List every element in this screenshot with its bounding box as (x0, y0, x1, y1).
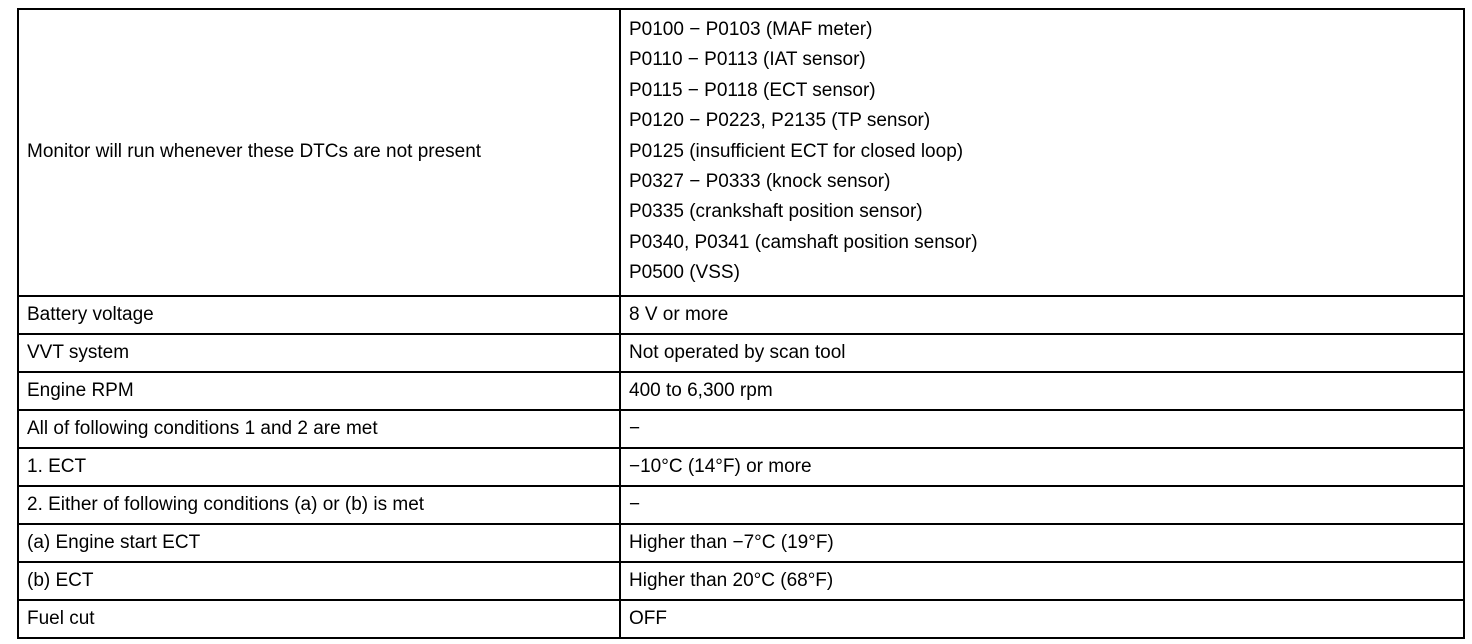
dtc-item: P0110 − P0113 (IAT sensor) (629, 49, 866, 71)
condition-value: Not operated by scan tool (620, 334, 1464, 372)
table-row-dtc-list (18, 9, 1464, 296)
condition-label: (a) Engine start ECT (18, 524, 620, 562)
condition-label: Battery voltage (18, 296, 620, 334)
dtc-item: P0115 − P0118 (ECT sensor) (629, 79, 876, 101)
dtc-item: P0500 (VSS) (629, 262, 740, 284)
table-row (18, 524, 1464, 562)
condition-value: − (620, 486, 1464, 524)
table-row (18, 562, 1464, 600)
dtc-item: P0335 (crankshaft position sensor) (629, 201, 923, 223)
table-row (18, 486, 1464, 524)
dtc-item: P0100 − P0103 (MAF meter) (629, 19, 873, 40)
condition-label: VVT system (18, 334, 620, 372)
dtc-item: P0327 − P0333 (knock sensor) (629, 170, 891, 192)
table-row (18, 448, 1464, 486)
table-row (18, 600, 1464, 638)
condition-value: OFF (620, 600, 1464, 638)
condition-label: 2. Either of following conditions (a) or (b) is met (18, 486, 620, 524)
condition-value: − (620, 410, 1464, 448)
condition-value: 400 to 6,300 rpm (620, 372, 1464, 410)
dtc-item: P0125 (insufficient ECT for closed loop) (629, 140, 964, 162)
condition-label: Monitor will run whenever these DTCs are not present (18, 9, 620, 296)
condition-value: 8 V or more (620, 296, 1464, 334)
condition-label: (b) ECT (18, 562, 620, 600)
condition-value: Higher than 20°C (68°F) (620, 562, 1464, 600)
table-row (18, 372, 1464, 410)
table-row (18, 410, 1464, 448)
dtc-item: P0340, P0341 (camshaft position sensor) (629, 231, 978, 253)
table-row (18, 296, 1464, 334)
condition-label: Engine RPM (18, 372, 620, 410)
condition-label: All of following conditions 1 and 2 are met (18, 410, 620, 448)
condition-value: Higher than −7°C (19°F) (620, 524, 1464, 562)
monitor-conditions-table (17, 8, 1465, 639)
dtc-item: P0120 − P0223, P2135 (TP sensor) (629, 110, 931, 132)
condition-label: Fuel cut (18, 600, 620, 638)
condition-value: −10°C (14°F) or more (620, 448, 1464, 486)
table-row (18, 334, 1464, 372)
dtc-list-cell (620, 9, 1464, 296)
condition-label: 1. ECT (18, 448, 620, 486)
